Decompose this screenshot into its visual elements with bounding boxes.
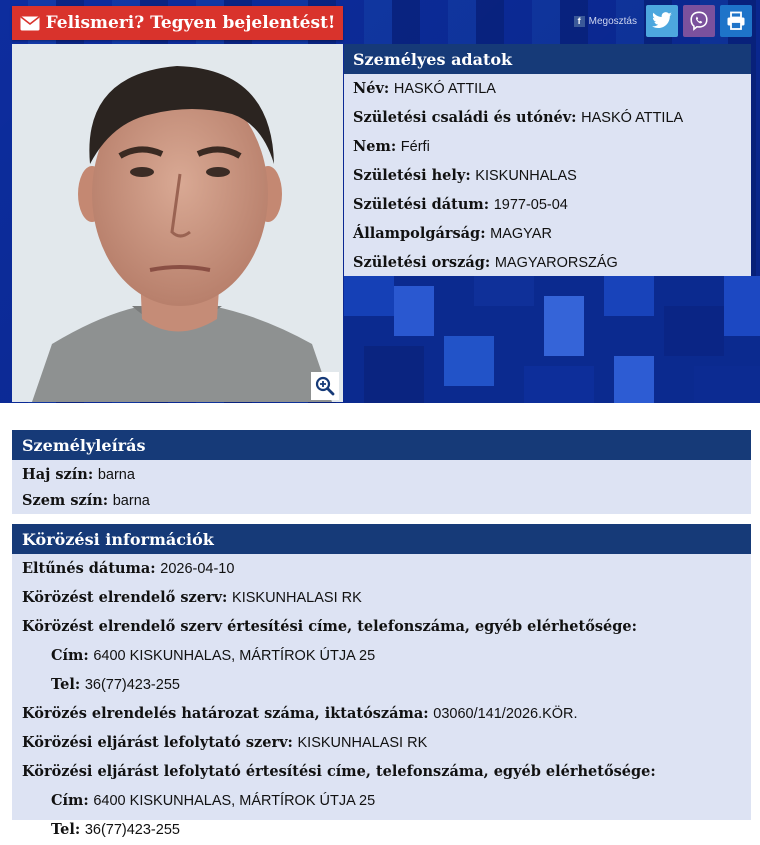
warrant-row-decision-number <box>12 699 751 728</box>
personal-row-country <box>344 248 751 277</box>
personal-row-name <box>344 74 751 103</box>
row-label: Születési családi és utónév: <box>353 109 577 126</box>
report-sighting-label: Felismeri? Tegyen bejelentést! <box>45 13 336 33</box>
warrant-row-ordering-authority <box>12 583 751 612</box>
row-label: Körözést elrendelő szerv: <box>22 589 228 606</box>
warrant-row-proceeding-address <box>12 786 751 815</box>
row-label: Eltűnés dátuma: <box>22 560 156 577</box>
description-row-eyes <box>12 488 751 514</box>
row-label: Születési hely: <box>353 167 471 184</box>
row-label: Cím: <box>51 647 89 664</box>
row-value: MAGYARORSZÁG <box>494 255 618 271</box>
share-bar <box>574 5 752 37</box>
warrant-row-ordering-phone <box>12 670 751 699</box>
row-value: 36(77)423-255 <box>84 822 180 838</box>
warrant-row-date <box>12 554 751 583</box>
suspect-photo <box>12 44 343 402</box>
warrant-row-proceeding-authority <box>12 728 751 757</box>
row-label: Szem szín: <box>22 492 109 509</box>
row-label: Tel: <box>51 821 81 838</box>
portrait-image <box>12 44 343 402</box>
warrant-row-ordering-address <box>12 641 751 670</box>
report-sighting-button[interactable] <box>12 6 343 40</box>
viber-share-button[interactable] <box>683 5 715 37</box>
row-value: KISKUNHALASI RK <box>297 735 428 751</box>
warrant-row-proceeding-phone <box>12 815 751 844</box>
personal-data-panel <box>344 44 751 276</box>
row-label: Nem: <box>353 138 397 155</box>
row-value: 6400 KISKUNHALAS, MÁRTÍROK ÚTJA 25 <box>93 648 376 664</box>
row-value: 03060/141/2026.KÖR. <box>433 706 578 722</box>
row-label: Körözési eljárást lefolytató értesítési címe, telefonszáma, egyéb elérhetősége: <box>22 763 656 780</box>
twitter-icon <box>651 12 673 30</box>
row-value: HASKÓ ATTILA <box>393 81 496 97</box>
personal-row-birthplace <box>344 161 751 190</box>
row-value: MAGYAR <box>490 226 552 242</box>
warrant-heading: Körözési információk <box>12 524 751 554</box>
row-value: 2026-04-10 <box>160 561 235 577</box>
personal-data-heading: Személyes adatok <box>344 44 751 74</box>
row-value: barna <box>112 493 150 509</box>
row-label: Születési ország: <box>353 254 491 271</box>
warrant-panel <box>12 524 751 838</box>
row-label: Tel: <box>51 676 81 693</box>
personal-row-citizenship <box>344 219 751 248</box>
personal-row-birth-name <box>344 103 751 132</box>
row-label: Születési dátum: <box>353 196 490 213</box>
row-value: 36(77)423-255 <box>84 677 180 693</box>
description-heading: Személyleírás <box>12 430 751 460</box>
row-label: Haj szín: <box>22 466 94 483</box>
warrant-row-ordering-contact <box>12 612 751 641</box>
row-value: KISKUNHALASI RK <box>232 590 362 606</box>
row-value: 6400 KISKUNHALAS, MÁRTÍROK ÚTJA 25 <box>93 793 376 809</box>
background-pattern <box>344 276 760 403</box>
description-panel <box>12 430 751 514</box>
row-label: Körözési eljárást lefolytató szerv: <box>22 734 293 751</box>
description-row-hair <box>12 462 751 488</box>
personal-row-sex <box>344 132 751 161</box>
row-label: Állampolgárság: <box>353 225 486 242</box>
facebook-icon[interactable]: f <box>574 16 585 27</box>
print-button[interactable] <box>720 5 752 37</box>
print-icon <box>726 11 746 31</box>
share-label[interactable]: Megosztás <box>588 15 637 27</box>
row-value: HASKÓ ATTILA <box>581 110 684 126</box>
row-label: Körözést elrendelő szerv értesítési címe, telefonszáma, egyéb elérhetősége: <box>22 618 637 635</box>
row-value: Férfi <box>400 139 430 155</box>
share-label-wrap <box>574 16 637 27</box>
row-value: barna <box>97 467 135 483</box>
zoom-in-icon <box>315 376 335 396</box>
warrant-row-proceeding-contact <box>12 757 751 786</box>
viber-icon <box>688 10 710 32</box>
row-value: KISKUNHALAS <box>475 168 577 184</box>
row-value: 1977-05-04 <box>493 197 568 213</box>
zoom-button[interactable] <box>311 372 339 400</box>
envelope-icon <box>20 16 40 31</box>
row-label: Körözés elrendelés határozat száma, iktatószáma: <box>22 705 429 722</box>
personal-row-birthdate <box>344 190 751 219</box>
row-label: Név: <box>353 80 390 97</box>
twitter-share-button[interactable] <box>646 5 678 37</box>
row-label: Cím: <box>51 792 89 809</box>
